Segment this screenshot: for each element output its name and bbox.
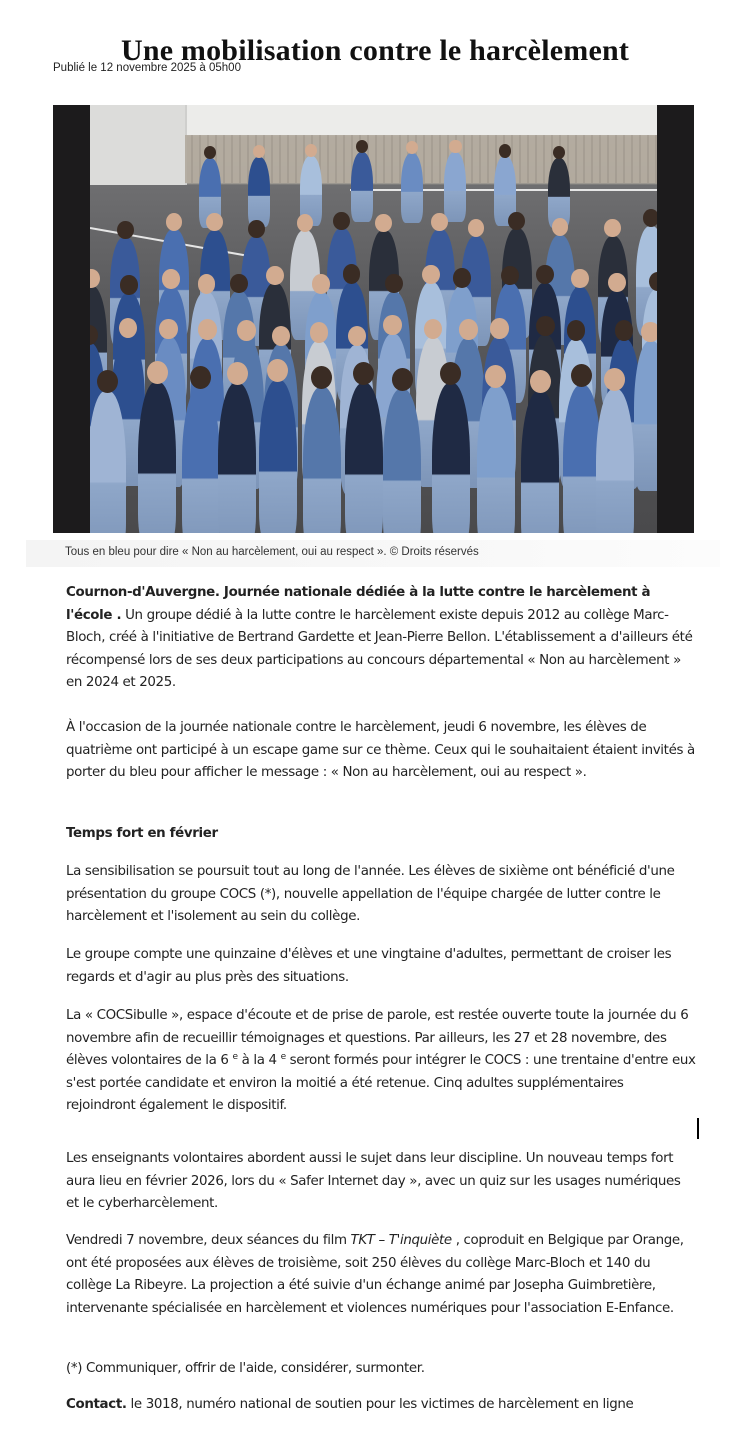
photo-person [138, 382, 176, 533]
paragraph-2 [66, 861, 696, 929]
paragraph-4 [66, 1005, 696, 1118]
text-cursor [697, 1118, 699, 1139]
photo-person-head [310, 322, 329, 343]
photo-person-head [159, 319, 178, 340]
article-photo [53, 105, 694, 533]
paragraph-4-part2: à la 4 [237, 1053, 281, 1069]
photo-person-head [198, 274, 216, 293]
photo-person [303, 387, 341, 533]
photo-person-head [641, 322, 657, 343]
contact-text: le 3018, numéro national de soutien pour les victimes de harcèlement en ligne [126, 1397, 634, 1412]
publication-date: Publié le 12 novembre 2025 à 05h00 [53, 62, 241, 74]
photo-person-head [356, 140, 368, 153]
photo-person-head [353, 362, 374, 385]
photo-person [596, 389, 634, 533]
photo-person [248, 157, 270, 227]
subheading [66, 823, 696, 846]
photo-person [432, 383, 470, 533]
photo-person [182, 387, 220, 533]
photo-person-head [604, 219, 621, 237]
footnote-text: (*) Communiquer, offrir de l'aide, considérer, surmonter. [66, 1361, 425, 1376]
photo-person-head [375, 214, 392, 232]
photo-person-head [536, 316, 555, 337]
photo-person [383, 389, 421, 533]
article-lead [66, 582, 696, 695]
photo-person-head [552, 218, 569, 236]
photo-person-head [468, 219, 485, 237]
photo-person-head [198, 319, 217, 340]
photo-person-head [120, 275, 138, 294]
photo-person-head [501, 266, 519, 285]
paragraph-5-text: Les enseignants volontaires abordent aussi le sujet dans leur discipline. Un nouveau temps fort aura lieu en février 2026, lors du « Safer Internet day », avec un quiz sur les usages numériques et le cyberharcèlement. [66, 1151, 681, 1212]
photo-person-head [190, 366, 211, 389]
photo-person-head [615, 320, 634, 341]
photo-crowd [90, 105, 657, 533]
photo-person-head [499, 144, 511, 157]
photo-person-head [266, 266, 284, 285]
photo-person-head [485, 365, 506, 388]
photo-person-head [571, 364, 592, 387]
photo-person-head [459, 319, 478, 340]
photo-person-head [508, 212, 525, 230]
paragraph-6-before: Vendredi 7 novembre, deux séances du film [66, 1233, 351, 1248]
photo-person-head [406, 141, 418, 154]
photo-person-head [97, 370, 118, 393]
paragraph-6-after: , coproduit en Belgique par Orange, ont été proposées aux élèves de troisième, soit 250 élèves du collège Marc-Bloch et 140 du collège La Ribeyre. La projection a été suivie d'un échange animé par Josepha Guimbretière, intervenante spécialisée en harcèlement et violences numériques pour l'association E-Enfance. [66, 1233, 684, 1316]
photo-person [351, 152, 373, 222]
photo-person [477, 386, 515, 533]
photo-person [259, 380, 297, 533]
photo-person-head [343, 264, 361, 283]
photo-person-head [312, 274, 330, 293]
photo-person-head [385, 274, 403, 293]
photo-caption: Tous en bleu pour dire « Non au harcèlement, oui au respect ». © Droits réservés [65, 546, 479, 558]
photo-person-head [248, 220, 265, 238]
photo-person [345, 383, 383, 533]
photo-person-head [392, 368, 413, 391]
superscript-e: e [280, 1052, 286, 1063]
paragraph-4-part1: La « COCSibulle », espace d'écoute et de prise de parole, est restée ouverte toute la journée du 6 novembre afin de recueillir témoignages et questions. Par ailleurs, les 27 et 28 novembre, des élèves volontaires de la 6 [66, 1008, 689, 1069]
photo-person-head [553, 146, 565, 159]
paragraph-2-text: La sensibilisation se poursuit tout au long de l'année. Les élèves de sixième ont bénéficié d'une présentation du groupe COCS (*), nouvelle appellation de l'équipe chargée de lutter contre le harcèlement et l'isolement au sein du collège. [66, 864, 675, 925]
photo-person-head [147, 361, 168, 384]
paragraph-3-text: Le groupe compte une quinzaine d'élèves et une vingtaine d'adultes, permettant de croiser les regards et d'agir au plus près des situations. [66, 947, 672, 985]
paragraph-6 [66, 1230, 696, 1320]
contact-label: Contact. [66, 1397, 127, 1412]
photo-person-head [431, 213, 448, 231]
photo-person [444, 152, 466, 222]
footnote [66, 1358, 696, 1381]
photo-person-head [604, 368, 625, 391]
photo-person-head [230, 274, 248, 293]
photo-person-head [422, 265, 440, 284]
paragraph-3 [66, 944, 696, 989]
photo-person-head [297, 214, 314, 232]
photo-person-head [166, 213, 183, 231]
paragraph-1-text: À l'occasion de la journée nationale contre le harcèlement, jeudi 6 novembre, les élèves de quatrième ont participé à un escape game sur ce thème. Ceux qui le souhaitaient étaient invités à porter du bleu pour afficher le message : « Non au harcèlement, oui au respect ». [66, 720, 695, 781]
photo-person-head [204, 146, 216, 159]
paragraph-1 [66, 717, 696, 785]
article-title: Une mobilisation contre le harcèlement [120, 34, 630, 68]
photo-person [90, 391, 126, 533]
photo-person-head [449, 140, 461, 153]
contact [66, 1394, 696, 1417]
subheading-text: Temps fort en février [66, 826, 218, 841]
paragraph-4-part3: seront formés pour intégrer le COCS : une trentaine d'entre eux s'est portée candidate et environ la moitié a été retenue. Cinq adultes supplémentaires rejoindront également le dispositif. [66, 1053, 696, 1114]
photo-person-head [490, 318, 509, 339]
photo-person-head [608, 273, 626, 292]
photo-person-head [117, 221, 134, 239]
photo-person-head [162, 269, 180, 288]
photo-person-head [227, 362, 248, 385]
film-title: TKT – T'inquiète [350, 1233, 452, 1248]
photo-person-head [571, 269, 589, 288]
photo-person-head [643, 209, 658, 227]
photo-person-head [206, 213, 223, 231]
photo-scene [90, 105, 657, 533]
photo-person [634, 341, 657, 491]
photo-person-head [453, 268, 471, 287]
photo-person-head [305, 144, 317, 157]
photo-person [521, 391, 559, 533]
photo-person-head [90, 269, 100, 288]
photo-person-head [237, 320, 256, 341]
photo-person-head [253, 145, 265, 158]
photo-person [218, 383, 256, 533]
photo-person-head [333, 212, 350, 230]
paragraph-5 [66, 1148, 696, 1216]
lead-bold: Cournon-d'Auvergne. Journée nationale dédiée à la lutte contre le harcèlement à l'école . [66, 585, 651, 623]
superscript-e: e [232, 1052, 238, 1063]
photo-person-head [536, 265, 554, 284]
photo-person-head [311, 366, 332, 389]
photo-person [401, 153, 423, 223]
lead-text: Un groupe dédié à la lutte contre le harcèlement existe depuis 2012 au collège Marc-Bloch, créé à l'initiative de Bertrand Gardette et Jean-Pierre Bellon. L'établissement a d'ailleurs été récompensé lors de ses deux participations au concours départemental « Non au harcèlement » en 2024 et 2025. [66, 607, 693, 691]
